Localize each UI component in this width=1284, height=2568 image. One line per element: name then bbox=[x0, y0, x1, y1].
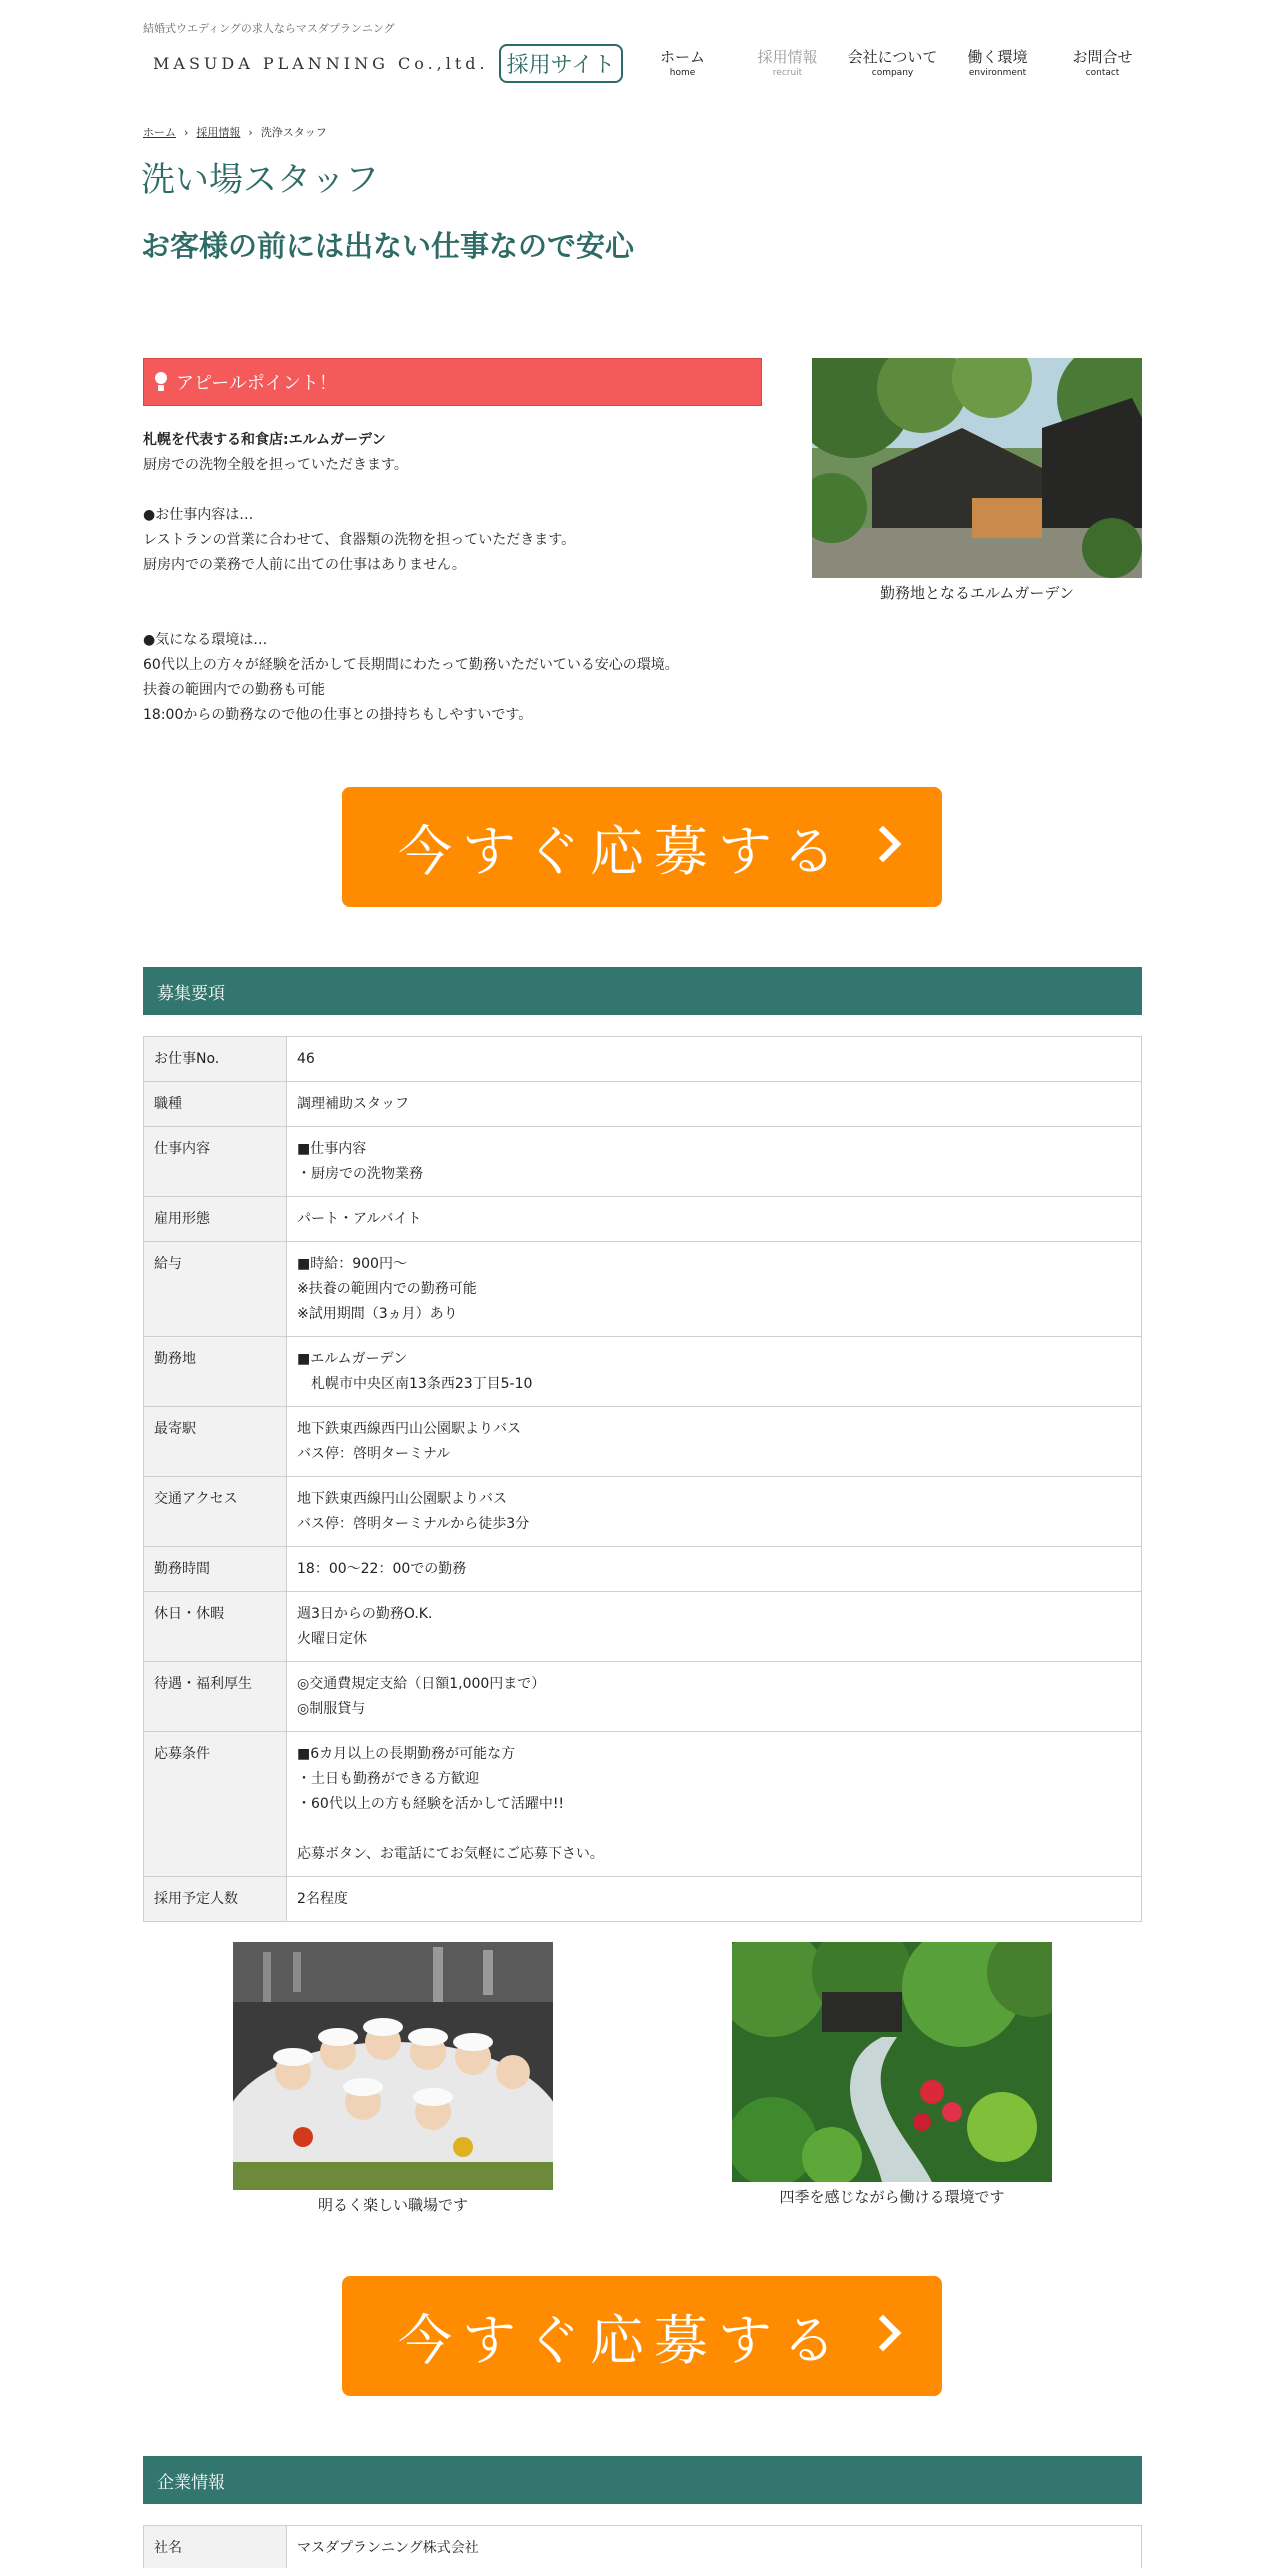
appeal-heading: アピールポイント！ bbox=[176, 373, 337, 394]
appeal-line: 厨房での洗物全般を担っていただきます。 bbox=[143, 457, 408, 473]
nav-sublabel: company bbox=[871, 68, 914, 78]
garden-photo-caption: 四季を感じながら働ける環境です bbox=[779, 2188, 1005, 2206]
row-value: ■エルムガーデン 札幌市中央区南13条西23丁目5-10 bbox=[287, 1337, 1142, 1407]
row-label: 給与 bbox=[144, 1242, 287, 1337]
lightbulb-icon bbox=[154, 370, 168, 394]
nav-label: お問合せ bbox=[1072, 48, 1133, 66]
nav-label: 会社について bbox=[847, 48, 938, 66]
row-label: 勤務地 bbox=[144, 1337, 287, 1407]
recruit-table bbox=[143, 1036, 1142, 1922]
recruit-section-heading: 募集要項 bbox=[143, 967, 1142, 1015]
header-tagline: 結婚式ウエディングの求人ならマスダプランニング bbox=[143, 22, 395, 35]
site-logo[interactable] bbox=[153, 44, 623, 83]
table-row bbox=[144, 1407, 1142, 1477]
appeal-line: ●気になる環境は… bbox=[143, 632, 268, 648]
nav-item-home[interactable] bbox=[630, 46, 735, 78]
staff-photo-image bbox=[233, 1942, 553, 2190]
logo-badge: 採用サイト bbox=[499, 44, 623, 83]
chevron-right-icon bbox=[865, 826, 902, 863]
table-row bbox=[144, 1592, 1142, 1662]
restaurant-photo-caption: 勤務地となるエルムガーデン bbox=[879, 584, 1075, 602]
nav-sublabel: contact bbox=[1085, 68, 1120, 78]
row-value: ◎交通費規定支給（日額1,000円まで） ◎制服貸与 bbox=[287, 1662, 1142, 1732]
row-label: 雇用形態 bbox=[144, 1197, 287, 1242]
nav-item-recruit[interactable] bbox=[735, 46, 840, 78]
row-value: ■6カ月以上の長期勤務が可能な方 ・土日も勤務ができる方歓迎 ・60代以上の方も経験を活かして活躍中!! 応募ボタン、お電話にてお気軽にご応募下さい。 bbox=[287, 1732, 1142, 1877]
breadcrumb-current: 洗浄スタッフ bbox=[260, 126, 327, 139]
appeal-heading-bar bbox=[143, 358, 762, 406]
row-label: 交通アクセス bbox=[144, 1477, 287, 1547]
table-row bbox=[144, 1732, 1142, 1877]
company-section-heading: 企業情報 bbox=[143, 2456, 1142, 2504]
table-row bbox=[144, 2526, 1142, 2568]
row-value: 地下鉄東西線円山公園駅よりバス バス停：啓明ターミナルから徒歩3分 bbox=[287, 1477, 1142, 1547]
row-value: ■時給：900円～ ※扶養の範囲内での勤務可能 ※試用期間（3ヵ月）あり bbox=[287, 1242, 1142, 1337]
nav-label: 採用情報 bbox=[757, 48, 818, 66]
breadcrumb-recruit-link[interactable]: 採用情報 bbox=[196, 126, 241, 139]
nav-sublabel: home bbox=[669, 68, 696, 78]
appeal-line: ●お仕事内容は… bbox=[143, 507, 254, 523]
row-label: 最寄駅 bbox=[144, 1407, 287, 1477]
row-label: 仕事内容 bbox=[144, 1127, 287, 1197]
table-row bbox=[144, 1662, 1142, 1732]
table-row bbox=[144, 1037, 1142, 1082]
appeal-lines bbox=[143, 453, 783, 728]
staff-photo bbox=[233, 1942, 553, 2190]
row-label: 職種 bbox=[144, 1082, 287, 1127]
appeal-line: 扶養の範囲内での勤務も可能 bbox=[143, 682, 325, 698]
chevron-right-icon bbox=[865, 2315, 902, 2352]
nav-sublabel: environment bbox=[968, 68, 1027, 78]
chevron-right-icon: › bbox=[248, 125, 253, 139]
row-value: マスダプランニング株式会社 bbox=[287, 2526, 1142, 2568]
row-label: 応募条件 bbox=[144, 1732, 287, 1877]
nav-label: ホーム bbox=[659, 48, 705, 66]
row-value: 46 bbox=[287, 1037, 1142, 1082]
apply-now-label: 今すぐ応募する bbox=[398, 819, 846, 883]
appeal-line: 厨房内での業務で人前に出ての仕事はありません。 bbox=[143, 557, 466, 573]
row-value: 調理補助スタッフ bbox=[287, 1082, 1142, 1127]
row-label: 社名 bbox=[144, 2526, 287, 2568]
apply-now-button-bottom[interactable] bbox=[342, 2276, 942, 2396]
row-label: 勤務時間 bbox=[144, 1547, 287, 1592]
staff-photo-caption: 明るく楽しい職場です bbox=[317, 2196, 468, 2214]
row-value: ■仕事内容 ・厨房での洗物業務 bbox=[287, 1127, 1142, 1197]
garden-photo bbox=[732, 1942, 1052, 2182]
nav-item-contact[interactable] bbox=[1050, 46, 1155, 78]
nav-sublabel: recruit bbox=[772, 68, 803, 78]
logo-text: MASUDA PLANNING Co.,ltd. bbox=[153, 54, 489, 73]
table-row bbox=[144, 1242, 1142, 1337]
garden-photo-image bbox=[732, 1942, 1052, 2182]
appeal-line bbox=[143, 478, 783, 503]
main-nav bbox=[630, 46, 1155, 78]
page-subtitle: お客様の前には出ない仕事なので安心 bbox=[141, 229, 635, 263]
row-value: パート・アルバイト bbox=[287, 1197, 1142, 1242]
nav-label: 働く環境 bbox=[967, 48, 1028, 66]
breadcrumb bbox=[143, 124, 327, 140]
restaurant-photo-image bbox=[812, 358, 1142, 578]
appeal-line: 18:00からの勤務なので他の仕事との掛持ちもしやすいです。 bbox=[143, 707, 533, 723]
row-label: 待遇・福利厚生 bbox=[144, 1662, 287, 1732]
table-row bbox=[144, 1197, 1142, 1242]
row-label: お仕事No. bbox=[144, 1037, 287, 1082]
breadcrumb-home-link[interactable]: ホーム bbox=[143, 126, 176, 139]
appeal-line bbox=[143, 578, 783, 603]
table-row bbox=[144, 1337, 1142, 1407]
table-row bbox=[144, 1127, 1142, 1197]
nav-item-environment[interactable] bbox=[945, 46, 1050, 78]
company-table bbox=[143, 2525, 1142, 2568]
row-value: 地下鉄東西線西円山公園駅よりバス バス停：啓明ターミナル bbox=[287, 1407, 1142, 1477]
apply-now-label: 今すぐ応募する bbox=[398, 2308, 846, 2372]
row-value: 18：00～22：00での勤務 bbox=[287, 1547, 1142, 1592]
appeal-line: レストランの営業に合わせて、食器類の洗物を担っていただきます。 bbox=[143, 532, 576, 548]
page-title: 洗い場スタッフ bbox=[141, 160, 379, 200]
restaurant-photo bbox=[812, 358, 1142, 578]
appeal-lead: 札幌を代表する和食店:エルムガーデン bbox=[143, 432, 386, 448]
row-label: 採用予定人数 bbox=[144, 1877, 287, 1922]
chevron-right-icon: › bbox=[184, 125, 189, 139]
nav-item-company[interactable] bbox=[840, 46, 945, 78]
appeal-line bbox=[143, 603, 783, 628]
appeal-line: 60代以上の方々が経験を活かして長期間にわたって勤務いただいている安心の環境。 bbox=[143, 657, 679, 673]
row-value: 週3日からの勤務O.K. 火曜日定休 bbox=[287, 1592, 1142, 1662]
table-row bbox=[144, 1477, 1142, 1547]
table-row bbox=[144, 1547, 1142, 1592]
appeal-text bbox=[143, 428, 783, 728]
apply-now-button[interactable] bbox=[342, 787, 942, 907]
table-row bbox=[144, 1082, 1142, 1127]
table-row bbox=[144, 1877, 1142, 1922]
row-value: 2名程度 bbox=[287, 1877, 1142, 1922]
row-label: 休日・休暇 bbox=[144, 1592, 287, 1662]
